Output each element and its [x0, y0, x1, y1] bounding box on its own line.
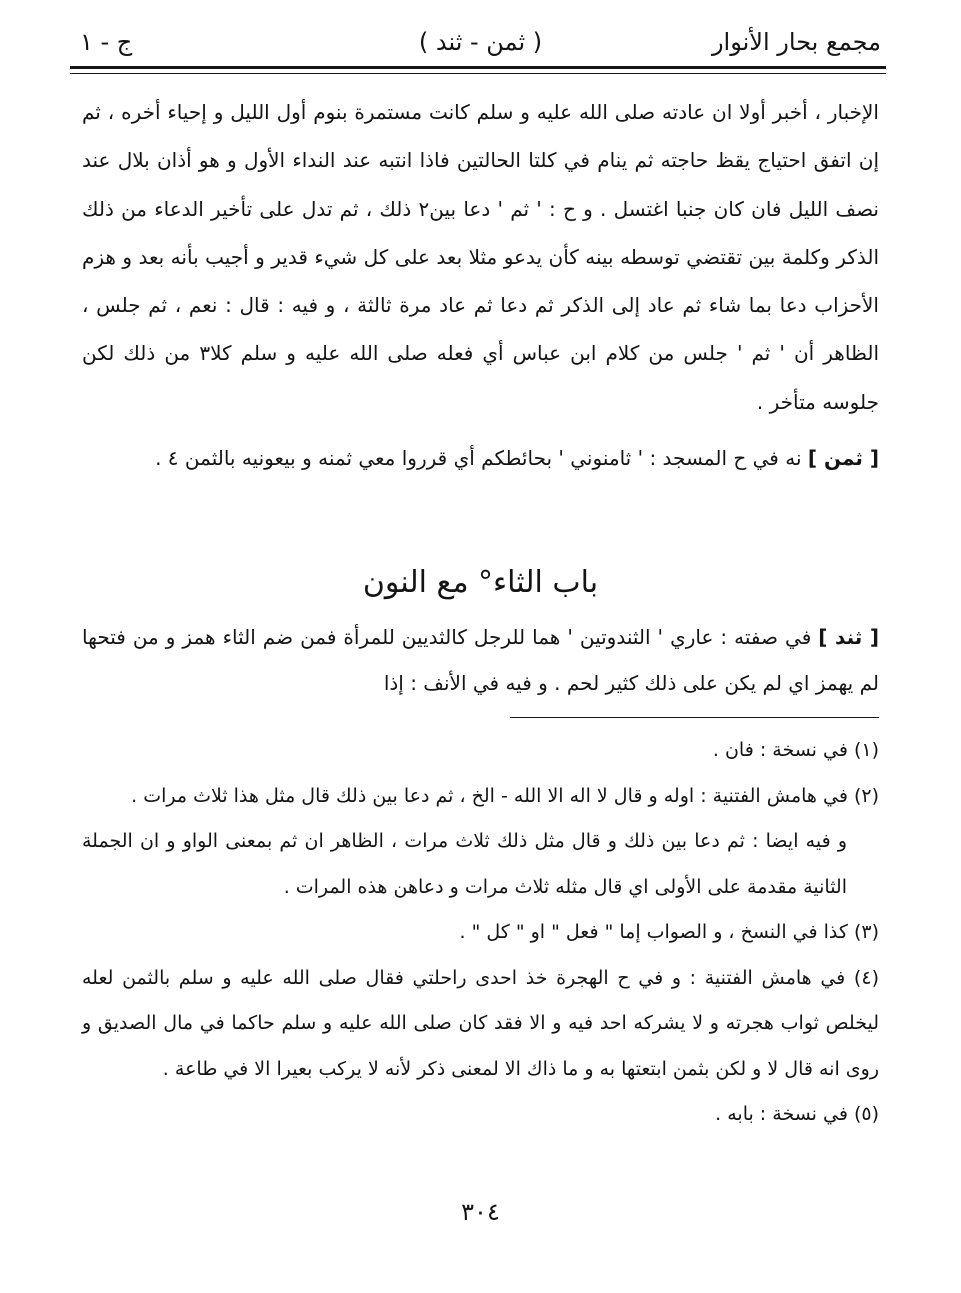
volume-label: ج - ١	[80, 28, 133, 56]
entry-text-thanad: في صفته : عاري ' الثندوتين ' هما للرجل كالثديين للمرأة فمن ضم الثاء همز و من فتحها لم يهمز اي لم يكن على ذلك كثير لحم . و فيه في الأنف : إذا	[82, 625, 879, 695]
footnotes	[82, 728, 879, 1138]
footnote-1: (١) في نسخة : فان .	[712, 739, 879, 761]
paragraph-1: الإخبار ، أخبر أولا ان عادته صلى الله عليه و سلم كانت مستمرة بنوم أول الليل و إحياء أخره ، ثم إن اتفق احتياج يقظ حاجته ثم ينام في كلتا الحالتين فاذا انتبه عند النداء الأول و هو أذان بلال عند نصف الليل فان كان جنبا اغتسل . و ح : ' ثم ' دعا بين٢ ذلك ، ثم تدل على تأخير الدعاء من ذلك الذكر وكلمة بين تقتضي توسطه بينه كأن يدعو مثلا بعد على كل شيء قدير و أجيب بأنه بعد و هزم الأحزاب دعا بما شاء ثم عاد إلى الذكر ثم دعا ثم عاد مرة ثالثة ، و فيه : قال : نعم ، ثم جلس ، الظاهر أن ' ثم ' جلس من كلام ابن عباس أي فعله صلى الله عليه و سلم كلا٣ من ذلك لكن جلوسه متأخر .	[82, 100, 879, 414]
footnote-5: (٥) في نسخة : بابه .	[715, 1103, 879, 1125]
footnote-3: (٣) كذا في النسخ ، و الصواب إما " فعل " او " كل " .	[459, 921, 879, 943]
entry-head-thanad: [ ثند ]	[818, 625, 880, 649]
entry-thaman	[82, 434, 879, 482]
entry-thanad	[82, 614, 879, 706]
page-number: ٣٠٤	[461, 1198, 500, 1226]
section-range: ( ثمن - ثند )	[418, 28, 543, 56]
main-text	[82, 88, 879, 482]
header-rule-thick	[70, 66, 886, 69]
entry-text-thaman: نه في ح المسجد : ' ثامنوني ' بحائطكم أي قرروا معي ثمنه و بيعونيه بالثمن ٤ .	[155, 446, 802, 471]
footnote-2-continued: و فيه ايضا : ثم دعا بين ذلك و قال مثل ذلك ثلاث مرات ، الظاهر ان ثم بمعنى الواو و ان الجملة الثانية مقدمة على الأولى اي قال مثله ثلاث مرات و دعاهن هذه المرات .	[82, 830, 847, 898]
footnote-4: (٤) في هامش الفتنية : و في ح الهجرة خذ احدى راحلتي فقال صلى الله عليه و سلم بالثمن لعله ليخلص ثواب هجرته و لا يشركه احد فيه و الا فقد كان صلى الله عليه و سلم حاكما في مال الصديق و روى انه قال لا و لكن بثمن ابتعتها به و ما ذاك الا لمعنى ذكر لأنه لا يركب بعيرا الا في طاعة .	[82, 966, 879, 1080]
footnote-2: (٢) في هامش الفتنية : اوله و قال لا اله الا الله - الخ ، ثم دعا بين ذلك قال مثل هذا ثلاث مرات .	[131, 784, 879, 807]
book-title: مجمع بحار الأنوار	[711, 28, 881, 56]
main-text-2	[82, 614, 879, 706]
header-rule-thin	[70, 73, 886, 74]
footnote-rule	[510, 717, 879, 718]
running-header	[80, 22, 881, 62]
entry-head-thaman: [ ثمن ]	[807, 446, 879, 471]
chapter-title: باب الثاء° مع النون	[362, 565, 599, 600]
